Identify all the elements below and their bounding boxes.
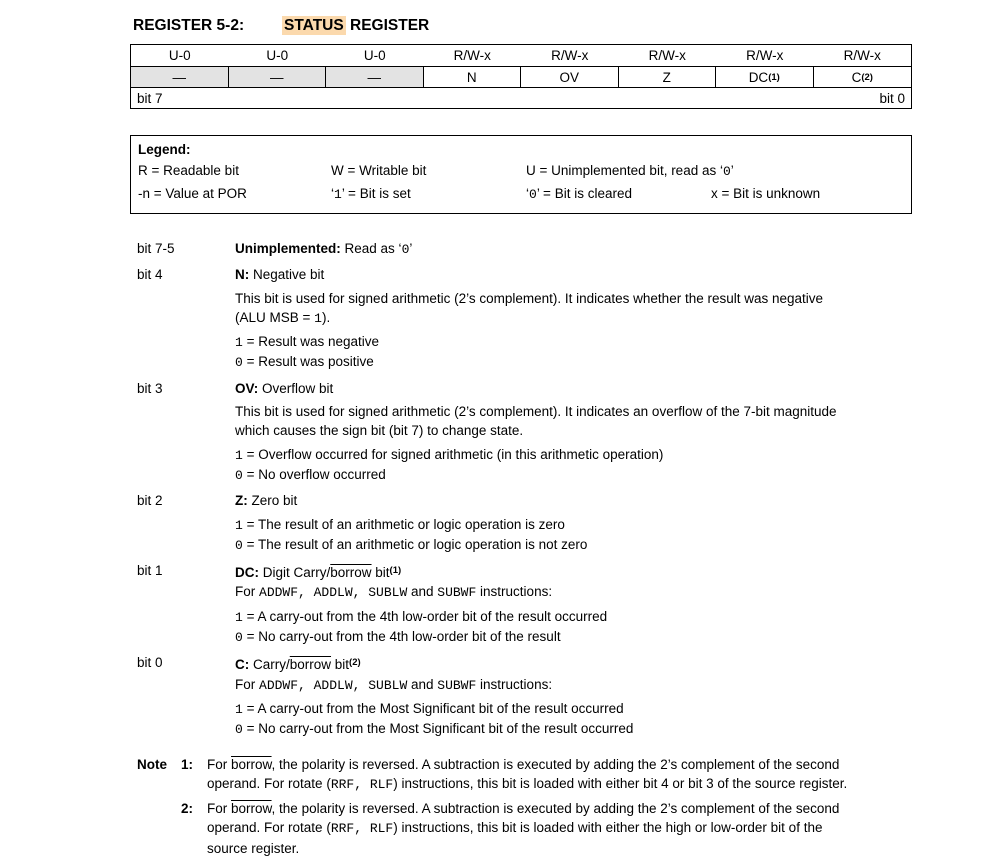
overline-segment: borrow (330, 565, 372, 581)
mono-segment: 0 (235, 537, 243, 553)
access-type-cell: R/W-x (453, 48, 491, 63)
superscript-segment: (2) (349, 657, 361, 669)
mono-segment: 0 (722, 164, 731, 179)
bitfield-name: OV (559, 69, 579, 85)
bitfield-cell (814, 67, 912, 87)
legend-item (331, 160, 526, 183)
legend-item (138, 160, 331, 183)
text-segment: Read as ‘ (340, 241, 402, 256)
description-block (235, 289, 912, 329)
mono-segment: SUBWF (437, 585, 477, 601)
mono-segment: 1 (235, 701, 243, 717)
description-line (235, 445, 912, 465)
text-segment: operand. For rotate ( (207, 820, 331, 836)
bold-segment: Z: (235, 493, 248, 509)
mono-segment: 1 (235, 335, 243, 351)
description-line (235, 627, 912, 647)
text-segment: = A carry-out from the Most Significant bit of the result occurred (242, 700, 624, 716)
description-line (235, 465, 912, 485)
overline-segment: borrow (231, 756, 272, 772)
text-segment: R = Readable bit (138, 163, 239, 178)
bitfield-cell (716, 67, 814, 87)
bitfield-cell (229, 67, 327, 87)
bit-description-body (235, 239, 912, 259)
bit-range-row (131, 88, 911, 108)
description-line (235, 352, 912, 372)
note-text (207, 755, 912, 795)
description-line (235, 289, 912, 308)
text-segment: operand. For rotate ( (207, 775, 331, 791)
bitfield-name: C (851, 69, 862, 85)
description-block (235, 491, 912, 510)
access-type-cell: R/W-x (746, 48, 784, 63)
description-block (235, 239, 912, 259)
description-line (235, 239, 912, 259)
text-segment: = No carry-out from the 4th low-order bit of the result (242, 629, 561, 645)
bit-description-row (130, 561, 912, 647)
text-segment: = Result was negative (242, 334, 380, 350)
note-word-label: Note (137, 756, 167, 772)
text-segment: , the polarity is reversed. A subtraction is executed by adding the 2’s complement of the second (271, 756, 840, 772)
bit-range-label: bit 3 (137, 380, 163, 396)
description-line (235, 421, 912, 440)
bit-description-body (235, 379, 912, 485)
description-block (235, 607, 912, 648)
register-bit-table (130, 44, 912, 109)
text-segment: bit (371, 565, 390, 581)
bitfield-name: Z (662, 69, 671, 85)
text-segment: and (407, 676, 438, 692)
footnote-superscript: (2) (861, 71, 873, 83)
bit-range-label: bit 4 (137, 267, 163, 283)
legend-item (138, 183, 331, 206)
note-line (207, 799, 912, 818)
note-item (137, 799, 912, 858)
note-number: 1: (181, 756, 194, 772)
access-type-cell: U-0 (266, 48, 289, 63)
description-line (235, 699, 912, 719)
legend-row-2 (131, 183, 903, 206)
text-segment: source register. (207, 840, 300, 856)
text-segment: = No overflow occurred (242, 466, 386, 482)
bit-description-body (235, 653, 912, 739)
mono-segment: 0 (235, 467, 243, 483)
bit0-label: bit 0 (879, 90, 905, 106)
text-segment: ‘ (331, 186, 334, 201)
text-segment: = A carry-out from the 4th low-order bit of the result occurred (242, 608, 608, 624)
note-word-label (137, 799, 181, 858)
bitfield-name: DC (748, 69, 769, 85)
text-segment: Carry/ (249, 657, 290, 673)
description-line (235, 379, 912, 398)
search-highlight: STATUS (284, 17, 344, 34)
mono-segment: 0 (401, 242, 410, 257)
text-segment: Zero bit (247, 493, 298, 509)
text-segment: For (235, 676, 260, 692)
bitfield-name: — (367, 69, 381, 85)
text-segment: = No carry-out from the Most Significant bit of the result occurred (242, 721, 634, 737)
bit-description-row (130, 491, 912, 555)
bit-range-label: bit 1 (137, 563, 163, 579)
description-line (235, 515, 912, 535)
text-segment: Overflow bit (258, 380, 334, 396)
legend-item (526, 160, 903, 183)
access-type-cell: R/W-x (551, 48, 589, 63)
register-number-label: REGISTER 5-2: (133, 17, 245, 34)
text-segment: = The result of an arithmetic or logic operation is zero (242, 516, 565, 532)
text-segment: = Overflow occurred for signed arithmetic (in this arithmetic operation) (242, 446, 664, 462)
bit-range-label: bit 0 (137, 655, 163, 671)
register-title (130, 17, 912, 35)
mono-segment: 1 (235, 517, 243, 533)
mono-segment: 0 (235, 630, 243, 646)
access-type-cell: R/W-x (843, 48, 881, 63)
access-type-cell: U-0 (363, 48, 386, 63)
text-segment: (ALU MSB = (235, 309, 315, 325)
mono-segment: RRF, RLF (330, 821, 394, 837)
legend-row-1 (131, 160, 903, 183)
legend-item (526, 183, 711, 206)
text-segment: For (207, 756, 232, 772)
text-segment: ). (321, 309, 331, 325)
mono-segment: 1 (334, 187, 342, 202)
access-type-cell: U-0 (168, 48, 191, 63)
text-segment: U = Unimplemented bit, read as ‘ (526, 163, 723, 178)
register-name-rest: REGISTER (345, 17, 430, 34)
register-name (282, 17, 429, 35)
text-segment: This bit is used for signed arithmetic (2’s complement). It indicates an overflow of the 7-bit magnitude (235, 404, 837, 420)
mono-segment: RRF, RLF (330, 776, 394, 792)
access-type-cell: R/W-x (648, 48, 686, 63)
description-line (235, 719, 912, 739)
text-segment: = The result of an arithmetic or logic operation is not zero (242, 536, 588, 552)
bit7-label: bit 7 (137, 90, 163, 106)
mono-segment: 1 (314, 310, 322, 326)
mono-segment: 0 (235, 722, 243, 738)
note-line (207, 839, 912, 858)
description-block (235, 402, 912, 441)
bitfield-name: — (172, 69, 186, 85)
description-block (235, 561, 912, 603)
text-segment: Digit Carry/ (259, 565, 331, 581)
bit-description-row (130, 653, 912, 739)
bitfield-cell (521, 67, 619, 87)
text-segment: ) instructions, this bit is loaded with either bit 4 or bit 3 of the source register. (393, 775, 848, 791)
description-line (235, 561, 912, 582)
description-block (235, 699, 912, 740)
legend-item (711, 183, 903, 206)
access-type-row (131, 45, 911, 67)
mono-segment: 1 (235, 609, 243, 625)
superscript-segment: (1) (389, 565, 402, 577)
description-line (235, 308, 912, 328)
text-segment: For (207, 801, 232, 817)
text-segment: instructions: (476, 584, 553, 600)
description-line (235, 535, 912, 555)
legend-box (130, 135, 912, 214)
description-line (235, 332, 912, 352)
bit-range-label: bit 2 (137, 493, 163, 509)
description-line (235, 675, 912, 695)
text-segment: ) instructions, this bit is loaded with either the high or low-order bit of the (393, 820, 823, 836)
text-segment: bit (331, 657, 350, 673)
mono-segment: ADDWF, ADDLW, SUBLW (259, 677, 408, 693)
legend-title: Legend: (138, 142, 191, 157)
mono-segment: ADDWF, ADDLW, SUBLW (259, 585, 408, 601)
text-segment: x = Bit is unknown (711, 186, 821, 201)
footnote-superscript: (1) (768, 71, 780, 83)
text-segment: W = Writable bit (331, 163, 427, 178)
description-line (235, 582, 912, 602)
text-segment: , the polarity is reversed. A subtraction is executed by adding the 2’s complement of the second (271, 801, 840, 817)
overline-segment: borrow (231, 801, 272, 817)
text-segment: ’ = Bit is cleared (536, 186, 632, 201)
bit-description-row (130, 265, 912, 372)
bitfield-cell (619, 67, 717, 87)
bold-segment: DC: (235, 565, 259, 581)
bit-description-row (130, 379, 912, 485)
text-segment: ’ (730, 163, 734, 178)
bit-description-body (235, 491, 912, 555)
description-block (235, 445, 912, 486)
text-segment: ’ = Bit is set (341, 186, 411, 201)
text-segment: This bit is used for signed arithmetic (2’s complement). It indicates whether the result was negative (235, 290, 824, 306)
description-block (235, 515, 912, 556)
bold-segment: Unimplemented: (235, 241, 341, 256)
description-line (235, 653, 912, 674)
bold-segment: OV: (235, 380, 259, 396)
note-number: 2: (181, 801, 194, 817)
description-block (235, 332, 912, 373)
bit-description-body (235, 561, 912, 647)
text-segment: Negative bit (249, 267, 325, 283)
bit-description-body (235, 265, 912, 372)
note-line (207, 755, 912, 774)
description-line (235, 265, 912, 284)
mono-segment: 1 (235, 447, 243, 463)
page-content (130, 17, 912, 863)
note-line (207, 774, 912, 794)
bit-name-row (131, 67, 911, 88)
description-line (235, 402, 912, 421)
bold-segment: N: (235, 267, 250, 283)
mono-segment: SUBWF (437, 677, 477, 693)
bitfield-name: — (270, 69, 284, 85)
description-line (235, 607, 912, 627)
overline-segment: borrow (289, 657, 332, 673)
description-block (235, 265, 912, 284)
description-block (235, 653, 912, 695)
legend-item (331, 183, 526, 206)
note-line (207, 818, 912, 838)
text-segment: and (407, 584, 438, 600)
text-segment: ‘ (526, 186, 529, 201)
description-line (235, 491, 912, 510)
text-segment: which causes the sign bit (bit 7) to change state. (235, 423, 524, 439)
note-item (137, 755, 912, 795)
bit-descriptions (130, 239, 912, 740)
mono-segment: 0 (529, 187, 537, 202)
bitfield-name: N (466, 69, 477, 85)
bitfield-cell (424, 67, 522, 87)
bitfield-cell (326, 67, 424, 87)
text-segment: For (235, 584, 260, 600)
text-segment: ’ (409, 241, 413, 256)
text-segment: = Result was positive (242, 354, 374, 370)
bit-description-row (130, 239, 912, 259)
text-segment: -n = Value at POR (138, 186, 247, 201)
text-segment: instructions: (476, 676, 553, 692)
description-block (235, 379, 912, 398)
bitfield-cell (131, 67, 229, 87)
bit-range-label: bit 7-5 (137, 241, 175, 256)
mono-segment: 0 (235, 355, 243, 371)
notes-section (130, 755, 912, 858)
note-text (207, 799, 912, 858)
bold-segment: C: (235, 657, 250, 673)
